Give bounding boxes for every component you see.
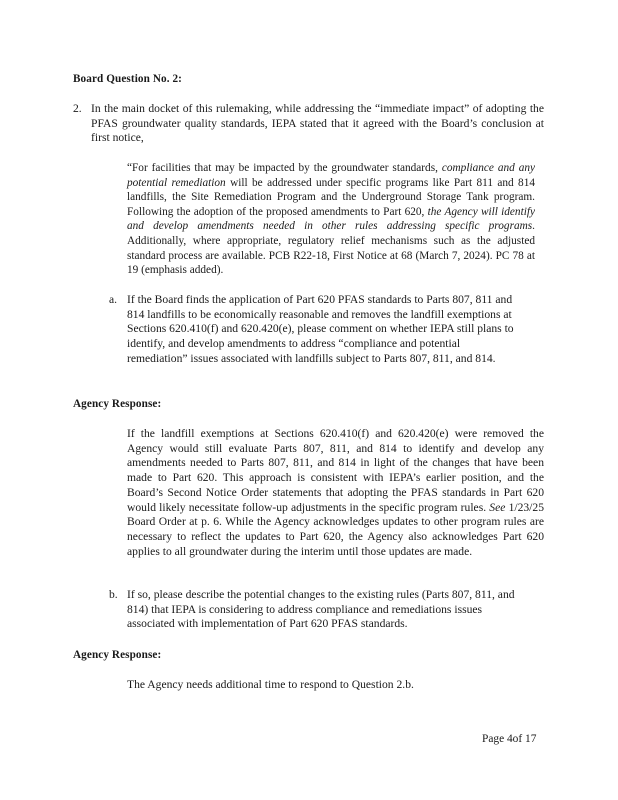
sub-question-a-text: If the Board finds the application of Part 620 PFAS standards to Parts 807, 811 and 814 landfills to be economically reasonable and removes the landfill exemptions at Sections 620.410(f) and 620.420(e), please comment on whether IEPA still plans to identify, and develop amendments to address “compliance and potential remediation” issues associated with landfills subject to Parts 807, 811, and 814. — [127, 293, 514, 365]
sub-question-b-text: If so, please describe the potential changes to the existing rules (Parts 807, 811, and 814) that IEPA is considering to address compliance and remediations issues associated with implementation of Part 620 PFAS standards. — [127, 588, 515, 631]
quote-emphasis-2: the Agency will identify and develop amendments needed in other rules addressing specific programs — [127, 205, 536, 233]
sub-question-b-label: b. — [109, 588, 118, 601]
quote-part-3: . Additionally, where appropriate, regulatory relief mechanisms such as the adjusted standard process are available. PCB R22-18, First Notice at 68 (March 7, 2024). PC 78 at 19 (emphasis added). — [127, 220, 535, 277]
quote-part-2: will be addressed under specific programs like Part 811 and 814 landfills, the Site Remediation Program and the Underground Storage Tank program. Following the adoption of the proposed amendments to Part 620, — [127, 176, 535, 218]
agency-response-heading-2: Agency Response: — [73, 649, 162, 661]
question-text: In the main docket of this rulemaking, while addressing the “immediate impact” of adopting the PFAS groundwater quality standards, IEPA stated that it agreed with the Board’s conclusion at first notice, — [91, 102, 544, 145]
response-1-see: See — [489, 500, 506, 514]
response-1-part-1: If the landfill exemptions at Sections 620.410(f) and 620.420(e) were removed the Agency would still evaluate Parts 807, 811, and 814 to identify and develop any amendments needed to Parts 807, 811, and 814 in light of the changes that have been made to Part 620. This approach is consistent with IEPA’s earlier position, and the Board’s Second Notice Order statements that adopting the PFAS standards in Part 620 would likely necessitate follow-up adjustments in the specific program rules. — [127, 427, 544, 514]
board-question-heading: Board Question No. 2: — [73, 73, 183, 85]
agency-response-heading-1: Agency Response: — [73, 398, 162, 410]
question-number: 2. — [73, 102, 82, 115]
agency-response-2-text: The Agency needs additional time to respond to Question 2.b. — [127, 678, 414, 691]
page-number: Page 4of 17 — [482, 733, 537, 745]
quote-emphasis-1: compliance and any potential remediation — [127, 162, 536, 189]
quote-part-1: “For facilities that may be impacted by the groundwater standards, — [127, 162, 438, 174]
agency-response-1-text — [127, 427, 544, 559]
quoted-passage — [127, 161, 535, 278]
response-1-part-2: 1/23/25 Board Order at p. 6. While the Agency acknowledges updates to other program rules are necessary to reflect the updates to Part 620, the Agency also acknowledges Part 620 applies to all groundwater during the interim until those updates are made. — [127, 500, 544, 558]
sub-question-a-label: a. — [109, 293, 118, 306]
